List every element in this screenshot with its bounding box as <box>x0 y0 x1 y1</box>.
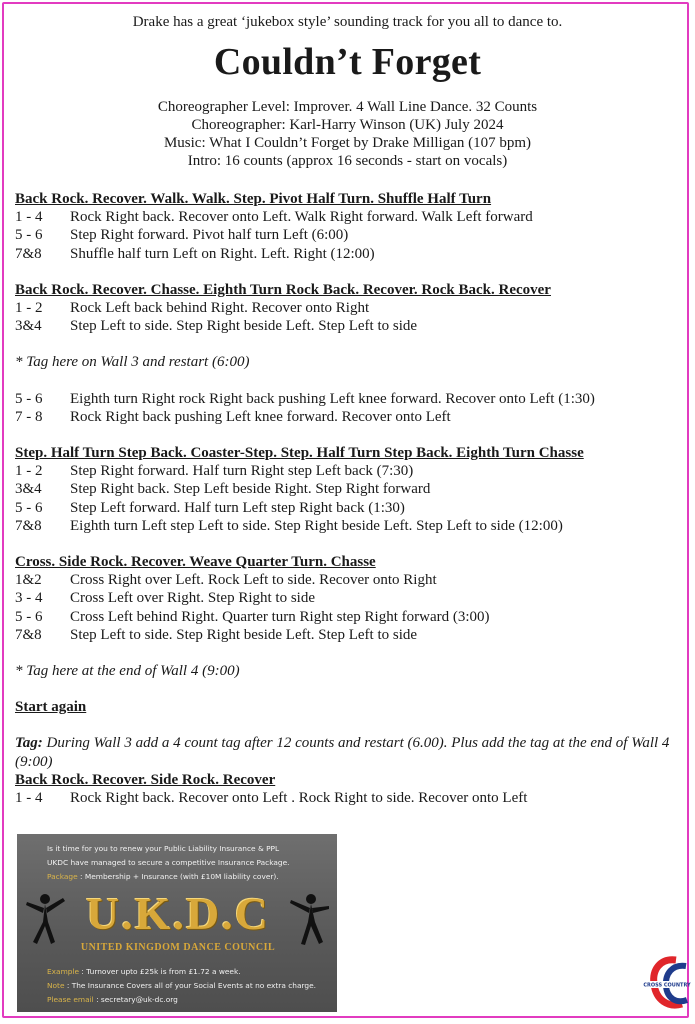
step-desc: Step Left to side. Step Right beside Left. Step Left to side <box>70 626 418 643</box>
meta-intro: Intro: 16 counts (approx 16 seconds - start on vocals) <box>187 153 508 169</box>
section-heading: Back Rock. Recover. Chasse. Eighth Turn Rock Back. Recover. Rock Back. Recover <box>15 281 551 298</box>
meta-level: Choreographer Level: Improver. 4 Wall Line Dance. 32 Counts <box>157 99 538 115</box>
ad-value: : Membership + Insurance (with £10M liability cover). <box>77 872 279 881</box>
step-desc: Step Left to side. Step Right beside Left. Step Left to side <box>70 318 418 335</box>
step-count: 5 - 6 <box>15 227 43 244</box>
step-count: 7&8 <box>15 517 42 534</box>
tag-text: During Wall 3 add a 4 count tag after 12 counts and restart (6.00). Plus add the tag at the end of Wall 4 (9:00) <box>15 735 670 770</box>
step-count: 3&4 <box>15 481 42 498</box>
ad-key: Note <box>47 981 65 990</box>
step-count: 1&2 <box>15 572 42 589</box>
step-desc: Step Right forward. Half turn Right step Left back (7:30) <box>70 463 414 480</box>
step-row <box>15 589 685 607</box>
dance-meta <box>0 98 695 170</box>
step-row <box>15 390 685 408</box>
step-desc: Eighth turn Left step Left to side. Step Right beside Left. Step Left to side (12:00) <box>70 517 563 534</box>
step-desc: Eighth turn Right rock Right back pushing Left knee forward. Recover onto Left (1:30) <box>70 390 595 407</box>
step-row <box>15 299 685 317</box>
meta-choreographer: Choreographer: Karl-Harry Winson (UK) July 2024 <box>191 117 504 133</box>
step-count: 7&8 <box>15 626 42 643</box>
step-count: 7&8 <box>15 245 42 262</box>
meta-music: Music: What I Couldn’t Forget by Drake Milligan (107 bpm) <box>163 135 532 151</box>
step-row <box>15 517 685 535</box>
step-desc: Step Left forward. Half turn Left step Right back (1:30) <box>70 499 405 516</box>
step-row <box>15 462 685 480</box>
ad-value: : secretary@uk-dc.org <box>93 995 178 1004</box>
step-count: 3&4 <box>15 318 42 335</box>
section-heading: Cross. Side Rock. Recover. Weave Quarter Turn. Chasse <box>15 554 376 571</box>
step-count: 5 - 6 <box>15 499 43 516</box>
step-row <box>15 208 685 226</box>
step-desc: Rock Left back behind Right. Recover onto Right <box>70 300 370 317</box>
ad-value: : The Insurance Covers all of your Social Events at no extra charge. <box>64 981 317 990</box>
step-row <box>15 408 685 426</box>
ad-line <box>47 995 178 1004</box>
step-sheet <box>15 190 685 807</box>
svg-text:CROSS COUNTRY: CROSS COUNTRY <box>643 982 691 989</box>
ukdc-logo: U.K.D.C <box>86 888 270 939</box>
step-row <box>15 789 685 807</box>
section-heading: Back Rock. Recover. Walk. Walk. Step. Pivot Half Turn. Shuffle Half Turn <box>15 191 492 207</box>
ukdc-org-name: UNITED KINGDOM DANCE COUNCIL <box>80 942 276 953</box>
step-row <box>15 317 685 335</box>
step-desc: Rock Right back. Recover onto Left . Rock Right to side. Recover onto Left <box>70 790 528 807</box>
section-heading: Back Rock. Recover. Side Rock. Recover <box>15 771 276 788</box>
step-desc: Cross Left over Right. Step Right to side <box>70 590 315 607</box>
step-row <box>15 608 685 626</box>
step-count: 5 - 6 <box>15 390 43 407</box>
step-row <box>15 245 685 263</box>
step-count: 1 - 2 <box>15 463 43 480</box>
ad-key: Example <box>47 967 80 976</box>
step-count: 5 - 6 <box>15 608 43 625</box>
ad-key: Please email <box>47 995 94 1004</box>
step-count: 7 - 8 <box>15 408 43 425</box>
ad-line <box>47 872 279 881</box>
step-count: 1 - 4 <box>15 209 43 226</box>
ad-key: Package <box>47 872 78 881</box>
tag-note: * Tag here on Wall 3 and restart (6:00) <box>15 354 250 371</box>
step-desc: Rock Right back pushing Left knee forward. Recover onto Left <box>70 408 451 425</box>
tag-description <box>15 734 685 770</box>
step-count: 1 - 2 <box>15 300 43 317</box>
step-row <box>15 226 685 244</box>
ad-line: UKDC have managed to secure a competitive Insurance Package. <box>47 858 290 867</box>
step-desc: Rock Right back. Recover onto Left. Walk Right forward. Walk Left forward <box>70 209 533 226</box>
step-row <box>15 626 685 644</box>
dance-title: Couldn’t Forget <box>213 41 482 83</box>
cross-country-logo-icon <box>643 954 691 1012</box>
ukdc-advert <box>17 834 337 1012</box>
ad-value: : Turnover upto £25k is from £1.72 a week. <box>79 967 241 976</box>
step-count: 1 - 4 <box>15 790 43 807</box>
tag-label: Tag: <box>15 735 43 752</box>
intro-line: Drake has a great ‘jukebox style’ sounding track for you all to dance to. <box>132 14 563 30</box>
step-desc: Step Right back. Step Left beside Right. Step Right forward <box>70 481 431 498</box>
step-desc: Cross Right over Left. Rock Left to side. Recover onto Right <box>70 572 437 589</box>
ad-line <box>47 967 241 976</box>
step-count: 3 - 4 <box>15 590 43 607</box>
step-row <box>15 499 685 517</box>
start-again: Start again <box>15 699 87 716</box>
step-desc: Step Right forward. Pivot half turn Left (6:00) <box>70 227 349 244</box>
section-heading: Step. Half Turn Step Back. Coaster-Step. Step. Half Turn Step Back. Eighth Turn Chasse <box>15 445 584 462</box>
ad-line: Is it time for you to renew your Public Liability Insurance & PPL <box>47 844 280 853</box>
ad-line <box>47 981 316 990</box>
step-row <box>15 571 685 589</box>
step-desc: Shuffle half turn Left on Right. Left. Right (12:00) <box>70 245 375 262</box>
tag-note: * Tag here at the end of Wall 4 (9:00) <box>15 663 240 680</box>
step-row <box>15 480 685 498</box>
step-desc: Cross Left behind Right. Quarter turn Right step Right forward (3:00) <box>70 608 490 625</box>
